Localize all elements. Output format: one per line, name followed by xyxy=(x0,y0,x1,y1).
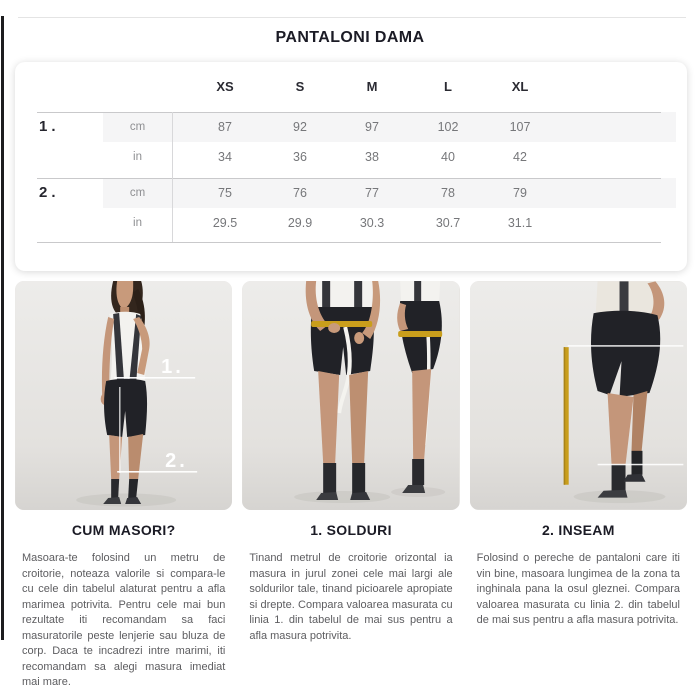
size-value-cell: 38 xyxy=(365,150,379,164)
unit-label-in: in xyxy=(133,217,142,229)
size-value-cell: 76 xyxy=(293,186,307,200)
measuring-tape-graphic xyxy=(311,321,372,327)
size-value-cell: 30.7 xyxy=(435,216,461,230)
row-number-label: 2. xyxy=(39,184,60,201)
instructions-section xyxy=(15,518,687,691)
section-how-to-measure xyxy=(15,518,232,691)
size-value-cell: 75 xyxy=(218,186,232,200)
size-value-cell: 102 xyxy=(437,120,459,134)
panel-heading: 1. SOLDURI xyxy=(310,522,392,538)
photo-inseam-measurement xyxy=(470,281,687,510)
size-column-header: XL xyxy=(511,79,529,94)
size-column-header: M xyxy=(366,79,378,94)
panel-heading: 2. INSEAM xyxy=(541,522,615,538)
row-number-label: 1. xyxy=(39,118,60,135)
page-title: PANTALONI DAMA xyxy=(275,29,425,46)
left-edge-line xyxy=(1,16,4,640)
table-row xyxy=(15,178,687,208)
size-table-header-row xyxy=(15,62,687,112)
table-row xyxy=(15,208,687,238)
size-column-header: S xyxy=(295,79,305,94)
top-divider-line xyxy=(18,17,686,18)
size-value-cell: 78 xyxy=(441,186,455,200)
panel-description: Masoara-te folosind un metru de croitorie, noteaza valorile si compara-le cu cele din tabelul alaturat pentru a afla marimea potrivita. Pentru cele mai bun rezultate iti recomandam sa faci masuratorile peste lenjerie sau bluza de corp. Daca te incadrezi intre marimi, iti recomandam sa alegi masura imediat mai mare. xyxy=(22,552,226,688)
inseam-top-line xyxy=(567,345,683,346)
photo-hips-measurement xyxy=(242,281,459,510)
figure-hips-illustration xyxy=(242,281,459,510)
size-value-cell: 77 xyxy=(365,186,379,200)
marker-label-2: 2. xyxy=(165,450,188,472)
panel-description: Folosind o pereche de pantaloni care iti vin bine, masoara lungimea de la zona ta inghinala pana la osul gleznei. Compara valoarea masurata cu linia 2. din tabelul de mai sus pentru a afla masura potrivita. xyxy=(476,552,680,626)
section-inseam xyxy=(470,518,687,691)
photo-how-to-measure xyxy=(15,281,232,510)
inseam-bottom-line xyxy=(597,464,683,465)
panel-heading: CUM MASORI? xyxy=(71,522,176,538)
size-value-cell: 36 xyxy=(293,150,307,164)
panel-description: Tinand metrul de croitorie orizontal ia masura in jurul zonei cele mai largi ale soldurilor tale, tinand picioarele apropiate si drepte. Compara valoarea masurata cu linia 1. din tabelul de mai sus pentru a afla masura potrivita. xyxy=(249,552,453,642)
size-value-cell: 30.3 xyxy=(359,216,385,230)
size-value-cell: 97 xyxy=(365,120,379,134)
table-row xyxy=(15,142,687,172)
size-value-cell: 31.1 xyxy=(507,216,533,230)
size-value-cell: 92 xyxy=(293,120,307,134)
measurement-photos xyxy=(15,281,687,510)
section-hips xyxy=(242,518,459,691)
size-value-cell: 29.5 xyxy=(212,216,238,230)
table-divider xyxy=(37,242,661,243)
size-value-cell: 42 xyxy=(513,150,527,164)
unit-label-in: in xyxy=(133,151,142,163)
figure-how-to-measure-illustration xyxy=(15,281,232,510)
measuring-tape-graphic xyxy=(398,331,442,337)
size-column-header: XS xyxy=(216,79,234,94)
unit-label-cm: cm xyxy=(129,187,146,199)
size-value-cell: 79 xyxy=(513,186,527,200)
inseam-guide-line xyxy=(119,387,120,473)
size-table-card xyxy=(15,62,687,271)
table-row xyxy=(15,112,687,142)
unit-label-cm: cm xyxy=(129,121,146,133)
marker-label-1: 1. xyxy=(161,356,184,378)
size-value-cell: 87 xyxy=(218,120,232,134)
size-value-cell: 29.9 xyxy=(287,216,313,230)
size-value-cell: 107 xyxy=(509,120,531,134)
size-value-cell: 34 xyxy=(218,150,232,164)
size-column-header: L xyxy=(444,79,452,94)
figure-inseam-illustration xyxy=(470,281,687,510)
size-value-cell: 40 xyxy=(441,150,455,164)
